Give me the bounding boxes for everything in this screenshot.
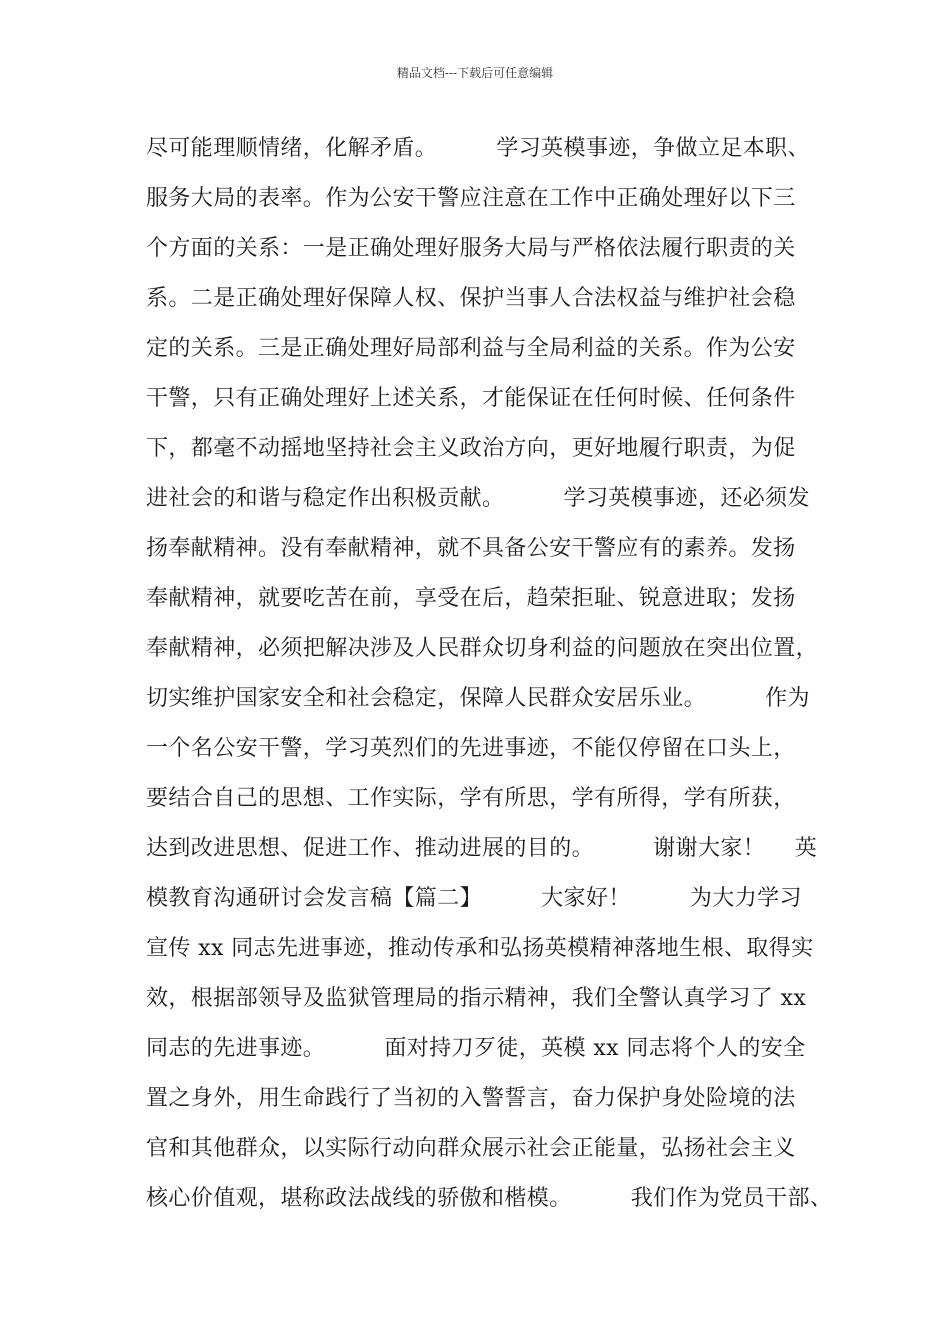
- text-line: 官和其他群众，以实际行动向群众展示社会正能量，弘扬社会主义: [146, 1136, 796, 1161]
- text-line: 干警，只有正确处理好上述关系，才能保证在任何时候、任何条件: [146, 386, 796, 411]
- text-line: 个方面的关系：一是正确处理好服务大局与严格依法履行职责的关: [146, 236, 796, 261]
- text-line: 一个名公安干警，学习英烈们的先进事迹，不能仅停留在口头上，: [146, 736, 796, 761]
- text-line: 尽可能理顺情绪，化解矛盾。 学习英模事迹，争做立足本职、: [146, 136, 810, 161]
- page-header: 精品文档---下载后可任意编辑: [396, 66, 554, 80]
- text-line: 模教育沟通研讨会发言稿【篇二】 大家好！ 为大力学习: [146, 886, 802, 911]
- text-line: 扬奉献精神。没有奉献精神，就不具备公安干警应有的素养。发扬: [146, 536, 796, 561]
- text-line: 进社会的和谐与稳定作出积极贡献。 学习英模事迹，还必须发: [146, 486, 810, 511]
- text-line: 达到改进思想、促进工作、推动进展的目的。 谢谢大家！ 英: [146, 836, 818, 861]
- text-line: 奉献精神，必须把解决涉及人民群众切身利益的问题放在突出位置，: [146, 636, 819, 661]
- text-line: 宣传 xx 同志先进事迹，推动传承和弘扬英模精神落地生根、取得实: [146, 936, 814, 961]
- body-text: [146, 124, 836, 1224]
- text-line: 服务大局的表率。作为公安干警应注意在工作中正确处理好以下三: [146, 186, 796, 211]
- text-line: 定的关系。三是正确处理好局部利益与全局利益的关系。作为公安: [146, 336, 796, 361]
- text-line: 要结合自己的思想、工作实际，学有所思，学有所得，学有所获，: [146, 786, 796, 811]
- text-line: 效，根据部领导及监狱管理局的指示精神，我们全警认真学习了 xx: [146, 986, 807, 1011]
- text-line: 核心价值观，堪称政法战线的骄傲和楷模。 我们作为党员干部、: [146, 1186, 833, 1211]
- text-line: 系。二是正确处理好保障人权、保护当事人合法权益与维护社会稳: [146, 286, 796, 311]
- text-line: 奉献精神，就要吃苦在前，享受在后，趋荣拒耻、锐意进取；发扬: [146, 586, 796, 611]
- text-line: 切实维护国家安全和社会稳定，保障人民群众安居乐业。 作为: [146, 686, 810, 711]
- text-line: 同志的先进事迹。 面对持刀歹徒，英模 xx 同志将个人的安全: [146, 1036, 806, 1061]
- text-line: 置之身外，用生命践行了当初的入警誓言，奋力保护身处险境的法: [146, 1086, 796, 1111]
- text-line: 下，都毫不动摇地坚持社会主义政治方向，更好地履行职责，为促: [146, 436, 796, 461]
